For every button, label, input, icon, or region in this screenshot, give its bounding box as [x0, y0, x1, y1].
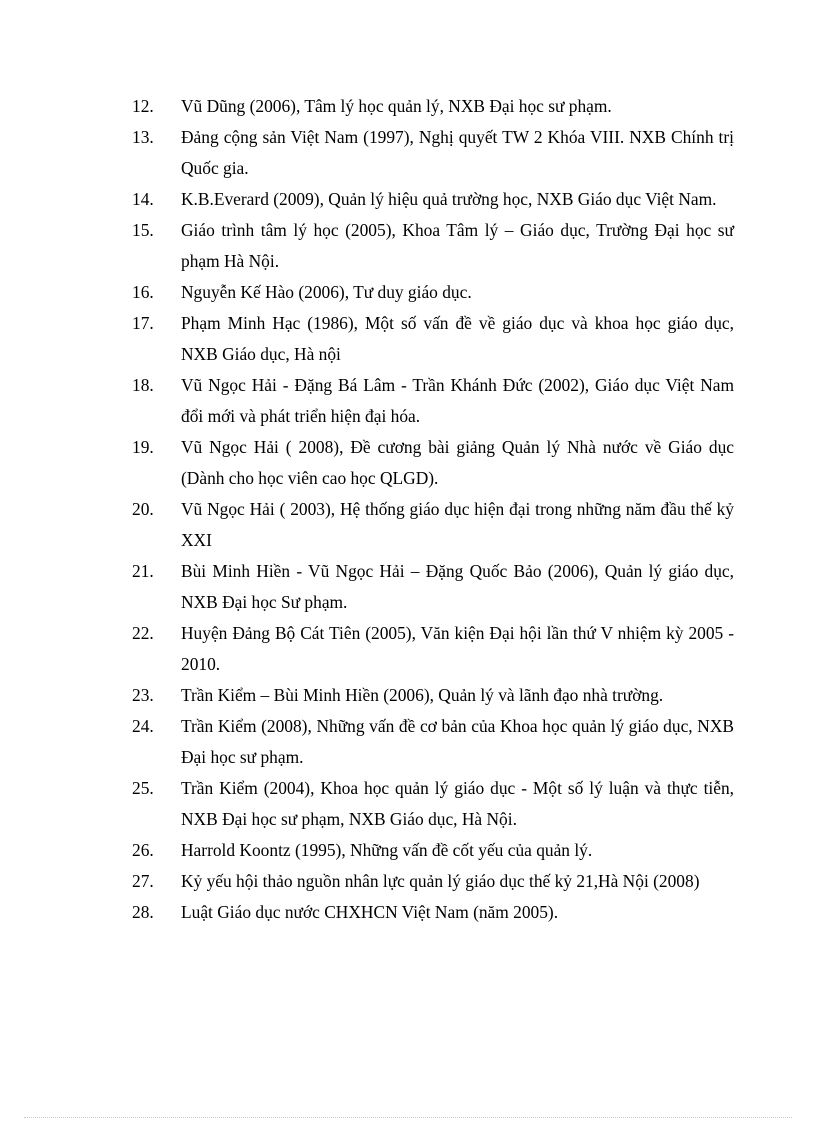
reference-number: 25.: [132, 778, 154, 798]
reference-item: [132, 215, 734, 277]
reference-text: K.B.Everard (2009), Quản lý hiệu quả trường học, NXB Giáo dục Việt Nam.: [181, 189, 717, 209]
reference-number: 18.: [132, 375, 154, 395]
reference-number: 19.: [132, 437, 154, 457]
reference-item: [132, 277, 734, 308]
reference-text: Vũ Ngọc Hải ( 2008), Đề cương bài giảng Quản lý Nhà nước về Giáo dục (Dành cho học viên cao học QLGD).: [181, 437, 734, 488]
reference-item: [132, 122, 734, 184]
reference-text: Harrold Koontz (1995), Những vấn đề cốt yếu của quản lý.: [181, 840, 593, 860]
reference-text: Đảng cộng sản Việt Nam (1997), Nghị quyết TW 2 Khóa VIII. NXB Chính trị Quốc gia.: [181, 127, 734, 178]
reference-text: Trần Kiểm (2008), Những vấn đề cơ bản của Khoa học quản lý giáo dục, NXB Đại học sư phạm.: [181, 716, 734, 767]
reference-number: 28.: [132, 902, 154, 922]
reference-item: [132, 897, 734, 928]
reference-text: Trần Kiểm (2004), Khoa học quản lý giáo dục - Một số lý luận và thực tiễn, NXB Đại học sư phạm, NXB Giáo dục, Hà Nội.: [181, 778, 734, 829]
reference-text: Vũ Dũng (2006), Tâm lý học quản lý, NXB Đại học sư phạm.: [181, 96, 612, 116]
reference-item: [132, 308, 734, 370]
reference-item: [132, 773, 734, 835]
reference-number: 14.: [132, 189, 154, 209]
reference-item: [132, 556, 734, 618]
reference-text: Phạm Minh Hạc (1986), Một số vấn đề về giáo dục và khoa học giáo dục, NXB Giáo dục, Hà nội: [181, 313, 734, 364]
reference-text: Vũ Ngọc Hải ( 2003), Hệ thống giáo dục hiện đại trong những năm đầu thế kỷ XXI: [181, 499, 734, 550]
reference-text: Nguyễn Kế Hào (2006), Tư duy giáo dục.: [181, 282, 472, 302]
reference-text: Kỷ yếu hội thảo nguồn nhân lực quản lý giáo dục thế kỷ 21,Hà Nội (2008): [181, 871, 700, 891]
reference-item: [132, 866, 734, 897]
reference-number: 24.: [132, 716, 154, 736]
reference-item: [132, 91, 734, 122]
reference-item: [132, 184, 734, 215]
reference-number: 17.: [132, 313, 154, 333]
reference-text: Trần Kiểm – Bùi Minh Hiền (2006), Quản lý và lãnh đạo nhà trường.: [181, 685, 664, 705]
reference-item: [132, 370, 734, 432]
reference-text: Vũ Ngọc Hải - Đặng Bá Lâm - Trần Khánh Đức (2002), Giáo dục Việt Nam đổi mới và phát triển hiện đại hóa.: [181, 375, 734, 426]
reference-text: Bùi Minh Hiền - Vũ Ngọc Hải – Đặng Quốc Bảo (2006), Quản lý giáo dục, NXB Đại học Sư phạm.: [181, 561, 734, 612]
reference-number: 12.: [132, 96, 154, 116]
reference-list: [132, 91, 734, 928]
reference-item: [132, 680, 734, 711]
reference-item: [132, 711, 734, 773]
reference-number: 23.: [132, 685, 154, 705]
reference-number: 13.: [132, 127, 154, 147]
reference-number: 22.: [132, 623, 154, 643]
reference-item: [132, 432, 734, 494]
reference-text: Huyện Đảng Bộ Cát Tiên (2005), Văn kiện Đại hội lần thứ V nhiệm kỳ 2005 - 2010.: [181, 623, 734, 674]
reference-text: Giáo trình tâm lý học (2005), Khoa Tâm lý – Giáo dục, Trường Đại học sư phạm Hà Nội.: [181, 220, 734, 271]
reference-item: [132, 494, 734, 556]
reference-text: Luật Giáo dục nước CHXHCN Việt Nam (năm 2005).: [181, 902, 559, 922]
reference-number: 21.: [132, 561, 154, 581]
reference-number: 15.: [132, 220, 154, 240]
page-bottom-divider: [24, 1117, 792, 1118]
reference-item: [132, 835, 734, 866]
reference-number: 26.: [132, 840, 154, 860]
reference-number: 16.: [132, 282, 154, 302]
reference-item: [132, 618, 734, 680]
reference-number: 20.: [132, 499, 154, 519]
reference-number: 27.: [132, 871, 154, 891]
